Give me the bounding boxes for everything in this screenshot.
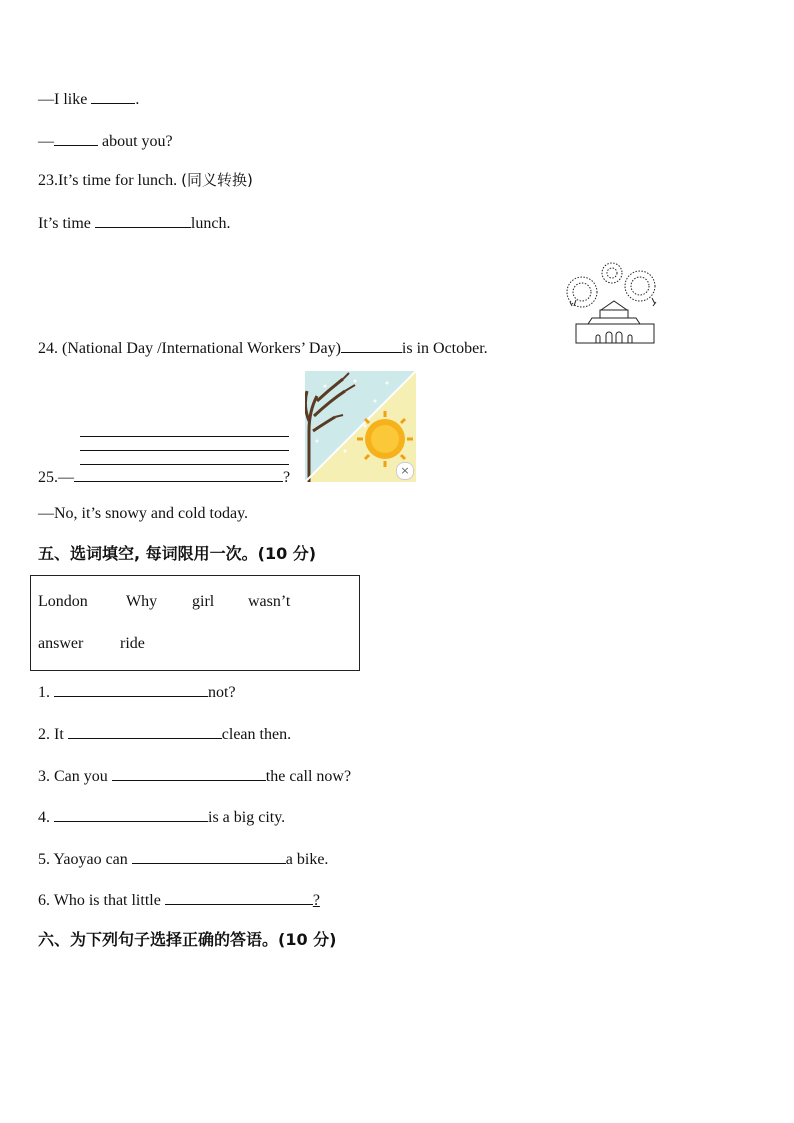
fill-item-2: 2. It clean then. [38,723,291,745]
q22-blank-1[interactable] [91,88,135,104]
q25-answer-line-2[interactable] [80,450,289,451]
fill-blank-6[interactable] [165,889,313,905]
word-bank-item: girl [192,593,215,610]
fill-item-1: 1. not? [38,681,236,703]
fill-blank-1[interactable] [54,681,208,697]
q23-blank[interactable] [95,212,191,228]
q24-line: 24. (National Day /International Workers’ Day) is in October. [38,337,488,359]
fill-blank-5[interactable] [132,848,286,864]
fill-item-3: 3. Can you the call now? [38,765,351,787]
fill-blank-3[interactable] [112,765,266,781]
section5-title: 五、选词填空, 每词限用一次。(10 分) [38,544,317,563]
word-bank-box [30,575,360,671]
q24-blank[interactable] [341,337,402,353]
section6-title: 六、为下列句子选择正确的答语。(10 分) [38,930,337,949]
q22-line2: — about you? [38,130,173,152]
word-bank-item: wasn’t [248,593,291,610]
fill-blank-2[interactable] [68,723,222,739]
fill-blank-4[interactable] [54,806,208,822]
word-bank-item: answer [38,635,84,652]
close-icon[interactable]: × [396,462,414,480]
fill-item-6: 6. Who is that little ? [38,889,320,911]
fill-item-5: 5. Yaoyao can a bike. [38,848,328,870]
word-bank-item: London [38,593,88,610]
word-bank-item: Why [126,593,158,610]
q23-title: 23.It’s time for lunch. (同义转换) [38,171,253,189]
q25-reply: —No, it’s snowy and cold today. [38,505,249,522]
q22-blank-2[interactable] [54,130,98,146]
q23-answer-line: It’s time lunch. [38,212,230,234]
q25-blank[interactable] [74,466,283,482]
winter-summer-image [305,371,416,482]
q25-question-line: 25.— ? [38,466,290,488]
word-bank-item: ride [120,635,145,652]
fill-item-4: 4. is a big city. [38,806,285,828]
q22-line1: —I like . [38,88,139,110]
tiananmen-fireworks-image [562,262,666,346]
q25-answer-line-1[interactable] [80,436,289,437]
q25-answer-line-3[interactable] [80,464,289,465]
